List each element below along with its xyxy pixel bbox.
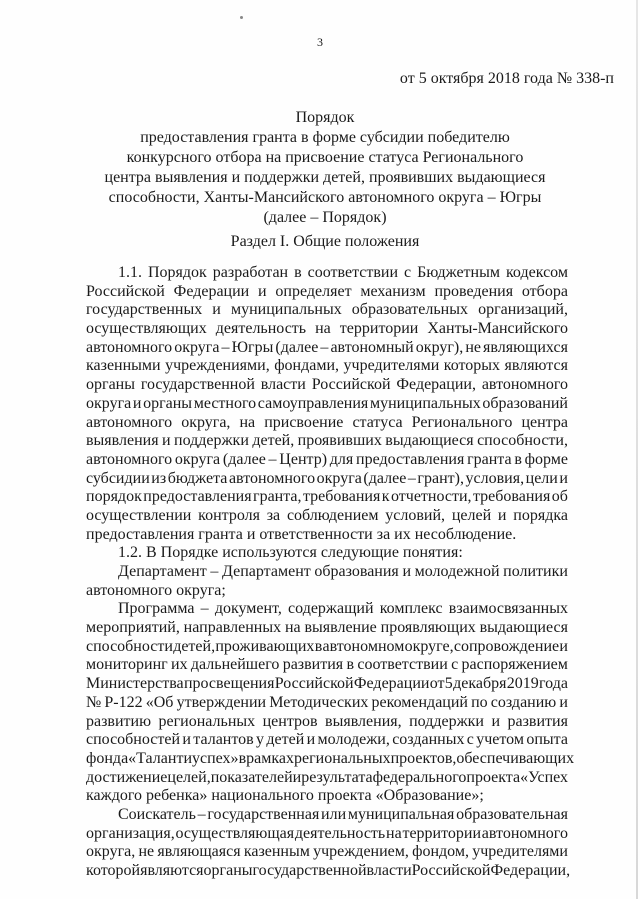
word: которой [86, 862, 141, 879]
word: и [292, 768, 302, 786]
word: образовательная [456, 805, 568, 823]
word: муниципальных [369, 394, 481, 412]
word: требования [472, 488, 551, 506]
word: декабря [453, 675, 507, 693]
word: в [238, 749, 247, 767]
word: выявления [86, 432, 159, 450]
word: и [491, 712, 500, 730]
word: выдающиеся [385, 432, 474, 450]
word: округа [86, 394, 132, 412]
document-title [86, 108, 564, 228]
word: распоряжением [461, 656, 568, 674]
word: – [268, 450, 277, 468]
word: органы [203, 862, 253, 879]
text-line [86, 470, 568, 489]
word: округе, [404, 637, 454, 655]
word: проявляющих [380, 619, 476, 637]
word: поддержки [174, 432, 249, 450]
word: казенными [86, 357, 161, 375]
word: округ), [415, 338, 464, 356]
word: федерального [372, 768, 467, 786]
text-line [86, 713, 568, 732]
word: автономный [330, 338, 414, 356]
word: фондами, [274, 357, 340, 375]
word: самоуправления [257, 394, 369, 412]
word: автономного [481, 824, 568, 842]
word: Порядок [147, 264, 207, 281]
text-line [86, 582, 568, 601]
text-line [86, 769, 568, 788]
text-line [86, 283, 568, 302]
word: гранта, [253, 488, 302, 506]
word: на [315, 320, 331, 338]
word: Югры [231, 338, 274, 356]
text-line [86, 339, 568, 358]
word: кодексом [505, 264, 568, 281]
word: опыта [526, 731, 568, 749]
word: созданию [490, 693, 557, 711]
word: являющихся [483, 338, 568, 356]
word: местного [193, 394, 257, 412]
word: и [402, 563, 411, 580]
word: созданных [392, 731, 465, 749]
word: поддержки [409, 712, 484, 730]
word: с [404, 264, 412, 281]
word: региональных [293, 749, 391, 767]
word: автономного [86, 338, 173, 356]
body-text [86, 264, 575, 881]
word: – [200, 600, 209, 618]
word: по [471, 693, 488, 711]
word: 1.2. В Порядке используются следующие понятия: [118, 544, 463, 562]
text-line [86, 749, 575, 769]
word: достижение [86, 768, 168, 786]
word: являются [504, 357, 568, 375]
word: автономного [481, 376, 568, 394]
word: Р-122 [104, 693, 143, 711]
word: учетом [476, 731, 524, 749]
word: способности, [477, 432, 568, 450]
word: в [314, 637, 323, 655]
word: от [429, 675, 445, 693]
word: просвещения [183, 675, 275, 693]
word: и [132, 394, 142, 412]
word: в [514, 450, 522, 468]
word: центров [262, 712, 318, 730]
word: образований [482, 394, 568, 412]
text-line [86, 806, 568, 825]
word: (далее [363, 469, 407, 487]
word: показателей [210, 768, 293, 786]
word: требования [302, 488, 381, 506]
word: Российской [411, 862, 491, 879]
word: (далее [222, 450, 266, 468]
word: государственной [140, 376, 255, 394]
word: дальнейшего [190, 656, 280, 674]
word: власти [260, 376, 306, 394]
word: Центр) [279, 450, 328, 468]
word: проектов, [390, 749, 457, 767]
word: содержащий [288, 600, 374, 618]
word: образовательных [351, 301, 468, 319]
text-line [86, 451, 568, 470]
title-line: конкурсного отбора на присвоение статуса Регионального [126, 149, 524, 166]
word: Российской [86, 282, 165, 300]
word: способности [86, 637, 173, 655]
word: учредителями [343, 357, 440, 375]
word: 5 [444, 675, 453, 693]
text-line [86, 619, 568, 638]
word: проведения [434, 282, 514, 300]
word: детей, [173, 637, 216, 655]
word: детей, [252, 432, 295, 450]
word: отбора [521, 282, 568, 300]
word: механизм [360, 282, 426, 300]
section-heading: Раздел I. Общие положения [230, 233, 420, 250]
word: из [151, 469, 167, 487]
word: на [239, 413, 256, 431]
word: детей [266, 731, 305, 749]
word: условия, [465, 469, 525, 487]
word: органы [143, 394, 193, 412]
word: центра [521, 413, 568, 431]
word: способностей [86, 731, 181, 749]
word: или [321, 805, 347, 823]
word: государственной [252, 862, 367, 879]
word: – [197, 805, 206, 823]
word: к [381, 488, 390, 506]
word: и [258, 282, 267, 300]
word: которых [443, 357, 501, 375]
word: мониторинг [86, 656, 168, 674]
word: для [329, 450, 354, 468]
word: 2019 [506, 675, 539, 693]
word: развития [282, 656, 344, 674]
word: территории [402, 824, 482, 842]
text-line [86, 320, 568, 339]
word: осуществляющих [86, 320, 207, 338]
word: условий, [385, 506, 446, 524]
word: (далее [275, 338, 319, 356]
word: политики [503, 563, 568, 580]
word: грант), [417, 469, 464, 487]
word: Департамент [222, 563, 311, 580]
word: Методических [269, 693, 369, 711]
word: взаимосвязанных [448, 600, 568, 618]
word: проекта [466, 768, 521, 786]
text-line [86, 825, 568, 844]
word: государственных [86, 301, 203, 319]
word: Бюджетным [417, 264, 500, 281]
page-number: 3 [317, 35, 323, 49]
word: «Талант [128, 749, 184, 767]
text-line [86, 731, 568, 750]
word: Программа [118, 600, 195, 618]
word: выявления, [325, 712, 402, 730]
word: и [212, 301, 221, 319]
word: на [386, 824, 402, 842]
word: соответствии [357, 656, 448, 674]
word: деятельность [215, 320, 307, 338]
word: за [266, 506, 281, 524]
text-line [86, 264, 568, 283]
word: округа [316, 469, 362, 487]
word: учреждением, [313, 843, 409, 861]
word: их [171, 656, 188, 674]
word: направленных [183, 619, 282, 637]
word: органы [86, 376, 135, 394]
title-line: Порядок [295, 109, 355, 126]
word: цели [525, 469, 558, 487]
text-line [86, 357, 568, 376]
text-line [86, 563, 568, 582]
word: и [182, 731, 191, 749]
title-line: (далее – Порядок) [263, 209, 387, 226]
word: автономного округа; [86, 581, 226, 599]
word: являющаяся [157, 843, 241, 861]
word: автономном [322, 637, 405, 655]
document-reference: от 5 октября 2018 года № 338-п [399, 70, 614, 87]
word: и [559, 693, 568, 711]
word: округа [174, 338, 220, 356]
word: и [559, 469, 568, 487]
title-line: центра выявления и поддержки детей, проявивших выдающиеся [104, 169, 546, 186]
word: в [294, 264, 302, 281]
word: комплекс [379, 600, 443, 618]
word: автономного [228, 469, 316, 487]
word: результата [301, 768, 373, 786]
word: власти [366, 862, 412, 879]
word: молодежной [414, 563, 500, 580]
word: отчетности, [390, 488, 472, 506]
word: предоставления гранта и ответственности за их несоблюдение. [86, 525, 517, 543]
word: и [306, 731, 316, 749]
word: автономного [86, 450, 173, 468]
text-line [86, 301, 568, 320]
word: статуса [352, 413, 403, 431]
word: выявление [304, 619, 377, 637]
word: Федерации, [490, 862, 571, 879]
word: разработан [212, 264, 289, 281]
word: государственная [207, 805, 320, 823]
word: Министерства [86, 675, 184, 693]
word: успех» [192, 749, 239, 767]
word: гранта [467, 450, 512, 468]
word: осуществлении [86, 506, 192, 524]
word: муниципальных [230, 301, 342, 319]
word: Департамент [118, 563, 207, 580]
word: – [407, 469, 416, 487]
word: деятельность [294, 824, 386, 842]
word: региональных [158, 712, 256, 730]
word: образования [314, 563, 399, 580]
word: проявивших [297, 432, 382, 450]
word: Российской [311, 376, 391, 394]
word: развитию [86, 712, 152, 730]
word: талантов [193, 731, 254, 749]
word: форме [524, 450, 568, 468]
text-line [86, 638, 568, 657]
word: Федерации, [396, 376, 476, 394]
text-line [86, 507, 568, 526]
word: молодежи, [317, 731, 390, 749]
text-line [86, 432, 568, 451]
word: учреждениями, [165, 357, 270, 375]
text-line [86, 376, 568, 395]
word: года [539, 675, 568, 693]
text-line [86, 544, 568, 563]
text-line [86, 395, 568, 414]
word: присвоение [264, 413, 344, 431]
word: проживающих [215, 637, 315, 655]
word: мероприятий, [86, 619, 180, 637]
word: об [551, 488, 568, 506]
word: являются [140, 862, 204, 879]
word: бюджета [167, 469, 228, 487]
word: с [466, 731, 474, 749]
title-line: предоставления гранта в форме субсидии победителю [140, 129, 510, 146]
word: территории [339, 320, 419, 338]
word: фонда [86, 749, 129, 767]
word: Федерации [353, 675, 430, 693]
word: субсидии [86, 469, 150, 487]
word: соблюдением [286, 506, 379, 524]
word: с [451, 656, 459, 674]
word: целей [451, 506, 492, 524]
word: фондом, [412, 843, 469, 861]
word: организаций, [478, 301, 568, 319]
word: Регионального [411, 413, 513, 431]
word: не [465, 338, 481, 356]
word: каждого ребенка» национального проекта «Образование»; [86, 787, 484, 805]
text-line [86, 787, 568, 806]
word: порядок [86, 488, 142, 506]
word: Российской [274, 675, 354, 693]
page-edge [636, 0, 638, 899]
word: порядка [513, 506, 568, 524]
word: 1.1. [118, 264, 142, 281]
word: «Успех [520, 768, 569, 786]
word: развития [507, 712, 568, 730]
word: рамках [246, 749, 294, 767]
word: и [183, 749, 192, 767]
word: целей, [167, 768, 211, 786]
word: предоставления [356, 450, 465, 468]
word: контроля [198, 506, 260, 524]
word: сопровождение [453, 637, 560, 655]
word: Федерации [173, 282, 250, 300]
word: «Об [145, 693, 174, 711]
word: автономного [86, 413, 173, 431]
word: не [138, 843, 155, 861]
word: № [86, 693, 102, 711]
word: и [497, 506, 507, 524]
text-line [86, 843, 568, 862]
word: и [162, 432, 171, 450]
word: округа, [181, 413, 231, 431]
word: организация, [86, 824, 175, 842]
word: определяет [275, 282, 352, 300]
word: Ханты-Мансийского [427, 320, 568, 338]
word: округа [174, 450, 221, 468]
word: – [221, 338, 230, 356]
word: соответствии [307, 264, 399, 281]
scan-speck [240, 16, 243, 19]
word: казенным [243, 843, 310, 861]
word: и [559, 637, 568, 655]
title-line: способности, Ханты-Мансийского автономного округа – Югры [108, 189, 542, 206]
word: осуществляющая [175, 824, 295, 842]
word: муниципальная [347, 805, 455, 823]
word: – [210, 563, 219, 580]
text-line [86, 656, 568, 675]
text-line [86, 694, 568, 713]
word: Соискатель [118, 805, 196, 823]
word: учредителями [472, 843, 568, 861]
word: у [256, 731, 265, 749]
word: выдающиеся [479, 619, 568, 637]
word: рекомендаций [371, 693, 468, 711]
word: документ, [214, 600, 282, 618]
text-line [86, 862, 571, 881]
text-line [86, 526, 568, 545]
text-line [86, 414, 568, 433]
word: округа, [86, 843, 136, 861]
text-line [86, 600, 568, 619]
word: утверждении [176, 693, 267, 711]
word: на [284, 619, 301, 637]
word: обеспечивающих [456, 749, 575, 767]
text-line [86, 675, 568, 694]
text-line [86, 488, 568, 507]
word: в [346, 656, 355, 674]
word: предоставления [143, 488, 252, 506]
word: – [320, 338, 329, 356]
